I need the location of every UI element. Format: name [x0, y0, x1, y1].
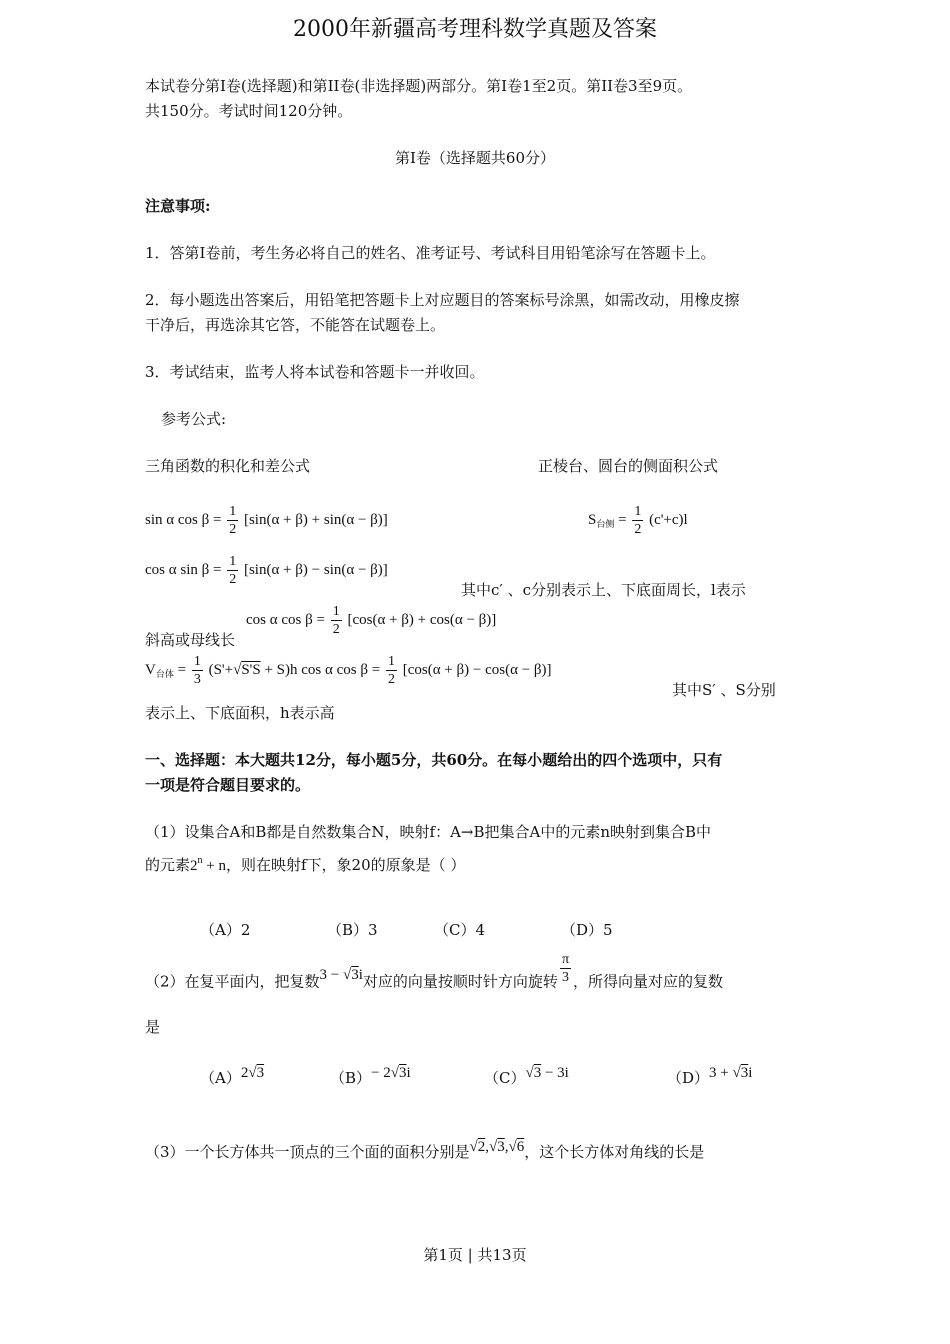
- q1-option-a: （A）2: [200, 921, 251, 939]
- note-base-area: 其中S′ 、S分别: [672, 681, 776, 699]
- q2-line-1: （2）在复平面内，把复数3 − √3i对应的向量按顺时针方向旋转 $\frac{\pi}{3}$ ，所得向量对应的复数: [145, 952, 724, 991]
- formula-sin-cos-lhs: sin α cos β =: [145, 511, 222, 528]
- q2-option-a: （A）2√3: [200, 1065, 265, 1087]
- part1-heading-line-1: 一、选择题：本大题共12分，每小题5分，共60分。在每小题给出的四个选项中，只有: [145, 751, 723, 769]
- formula-sin-cos-rhs: [sin(α + β) + sin(α − β)]: [243, 511, 388, 528]
- formula-lateral-area: $S_{台侧}$ = $\frac{1}{2}$ (c'+c)l: [588, 504, 688, 537]
- note-perimeter-continued: 斜高或母线长: [145, 631, 236, 649]
- page-title: 2000年新疆高考理科数学真题及答案: [293, 17, 657, 42]
- q2-line-2: 是: [145, 1018, 161, 1036]
- volume-subscript: 台体: [155, 668, 174, 679]
- note-base-area-continued: 表示上、下底面积，h表示高: [145, 704, 335, 722]
- q1-option-d: （D）5: [561, 921, 613, 939]
- frustum-formula-heading: 正棱台、圆台的侧面积公式: [538, 457, 719, 475]
- third-fraction: $\frac{1}{3}$: [193, 654, 201, 687]
- intro-line-1: 本试卷分第Ⅰ卷(选择题)和第II卷(非选择题)两部分。第Ⅰ卷1至2页。第II卷3至9页。: [145, 77, 693, 95]
- q1-expression: 2$^n$ + n: [190, 855, 226, 874]
- half-fraction: $\frac{1}{2}$: [387, 654, 395, 687]
- formula-volume: $V_{台体}$ = $\frac{1}{3}$ (S'+√S'S + S)h cos α cos β = $\frac{1}{2}$ [cos(α + β) − cos(α − β)]: [145, 654, 552, 687]
- half-fraction: $\frac{1}{2}$: [634, 504, 642, 537]
- q3-areas: √2,√3,√6: [469, 1139, 525, 1155]
- q2-angle-fraction: $\frac{\pi}{3}$: [561, 952, 570, 985]
- half-fraction: $\frac{1}{2}$: [229, 554, 237, 587]
- reference-label: 参考公式:: [161, 410, 227, 428]
- formula-cos-sin: cos α sin β = $\frac{1}{2}$ [sin(α + β) − sin(α − β)]: [145, 554, 388, 587]
- q3-line-1: （3）一个长方体共一顶点的三个面的面积分别是√2,√3,√6，这个长方体对角线的长是: [145, 1139, 705, 1161]
- q2-option-d: （D）3 + √3i: [667, 1065, 753, 1087]
- q1-option-c: （C）4: [434, 921, 486, 939]
- note-perimeter: 其中c′ 、c分别表示上、下底面周长，l表示: [461, 581, 746, 599]
- half-fraction: $\frac{1}{2}$: [229, 504, 237, 537]
- notice-item-1: 1．答第Ⅰ卷前，考生务必将自己的姓名、准考证号、考试科目用铅笔涂写在答题卡上。: [145, 244, 716, 262]
- page-footer: 第1页 | 共13页: [423, 1246, 527, 1264]
- notice-heading: 注意事项:: [145, 197, 211, 215]
- section-heading: 第Ⅰ卷（选择题共60分）: [394, 149, 555, 167]
- part1-heading-line-2: 一项是符合题目要求的。: [145, 776, 311, 794]
- q1-line-1: （1）设集合A和B都是自然数集合N，映射f：A→B把集合A中的元素n映射到集合B中: [145, 823, 712, 841]
- notice-item-3: 3．考试结束，监考人将本试卷和答题卡一并收回。: [145, 363, 485, 381]
- formula-sin-cos: [145, 503, 388, 538]
- trig-formula-heading: 三角函数的积化和差公式: [145, 457, 311, 475]
- q2-complex-number: 3 − √3i: [319, 966, 363, 983]
- q1-option-b: （B）3: [327, 921, 378, 939]
- q2-option-c: （C）√3 − 3i: [484, 1065, 569, 1087]
- q1-line-2: 的元素2$^n$ + n，则在映射f下，象20的原象是（ ）: [145, 855, 466, 874]
- formula-cos-cos-sum: cos α cos β = $\frac{1}{2}$ [cos(α + β) + cos(α − β)]: [246, 604, 497, 637]
- formula-lateral-area-rhs: (c'+c)l: [649, 511, 688, 528]
- q2-option-b: （B）− 2√3i: [330, 1065, 411, 1087]
- lateral-area-subscript: 台侧: [596, 518, 615, 529]
- notice-item-2-line-1: 2．每小题选出答案后，用铅笔把答题卡上对应题目的答案标号涂黑，如需改动，用橡皮擦: [145, 291, 740, 309]
- formula-cos-cos-diff: cos α cos β = $\frac{1}{2}$ [cos(α + β) − cos(α − β)]: [301, 654, 552, 687]
- notice-item-2-line-2: 干净后，再选涂其它答，不能答在试题卷上。: [145, 316, 446, 334]
- intro-line-2: 共150分。考试时间120分钟。: [145, 102, 353, 120]
- half-fraction: $\frac{1}{2}$: [332, 604, 340, 637]
